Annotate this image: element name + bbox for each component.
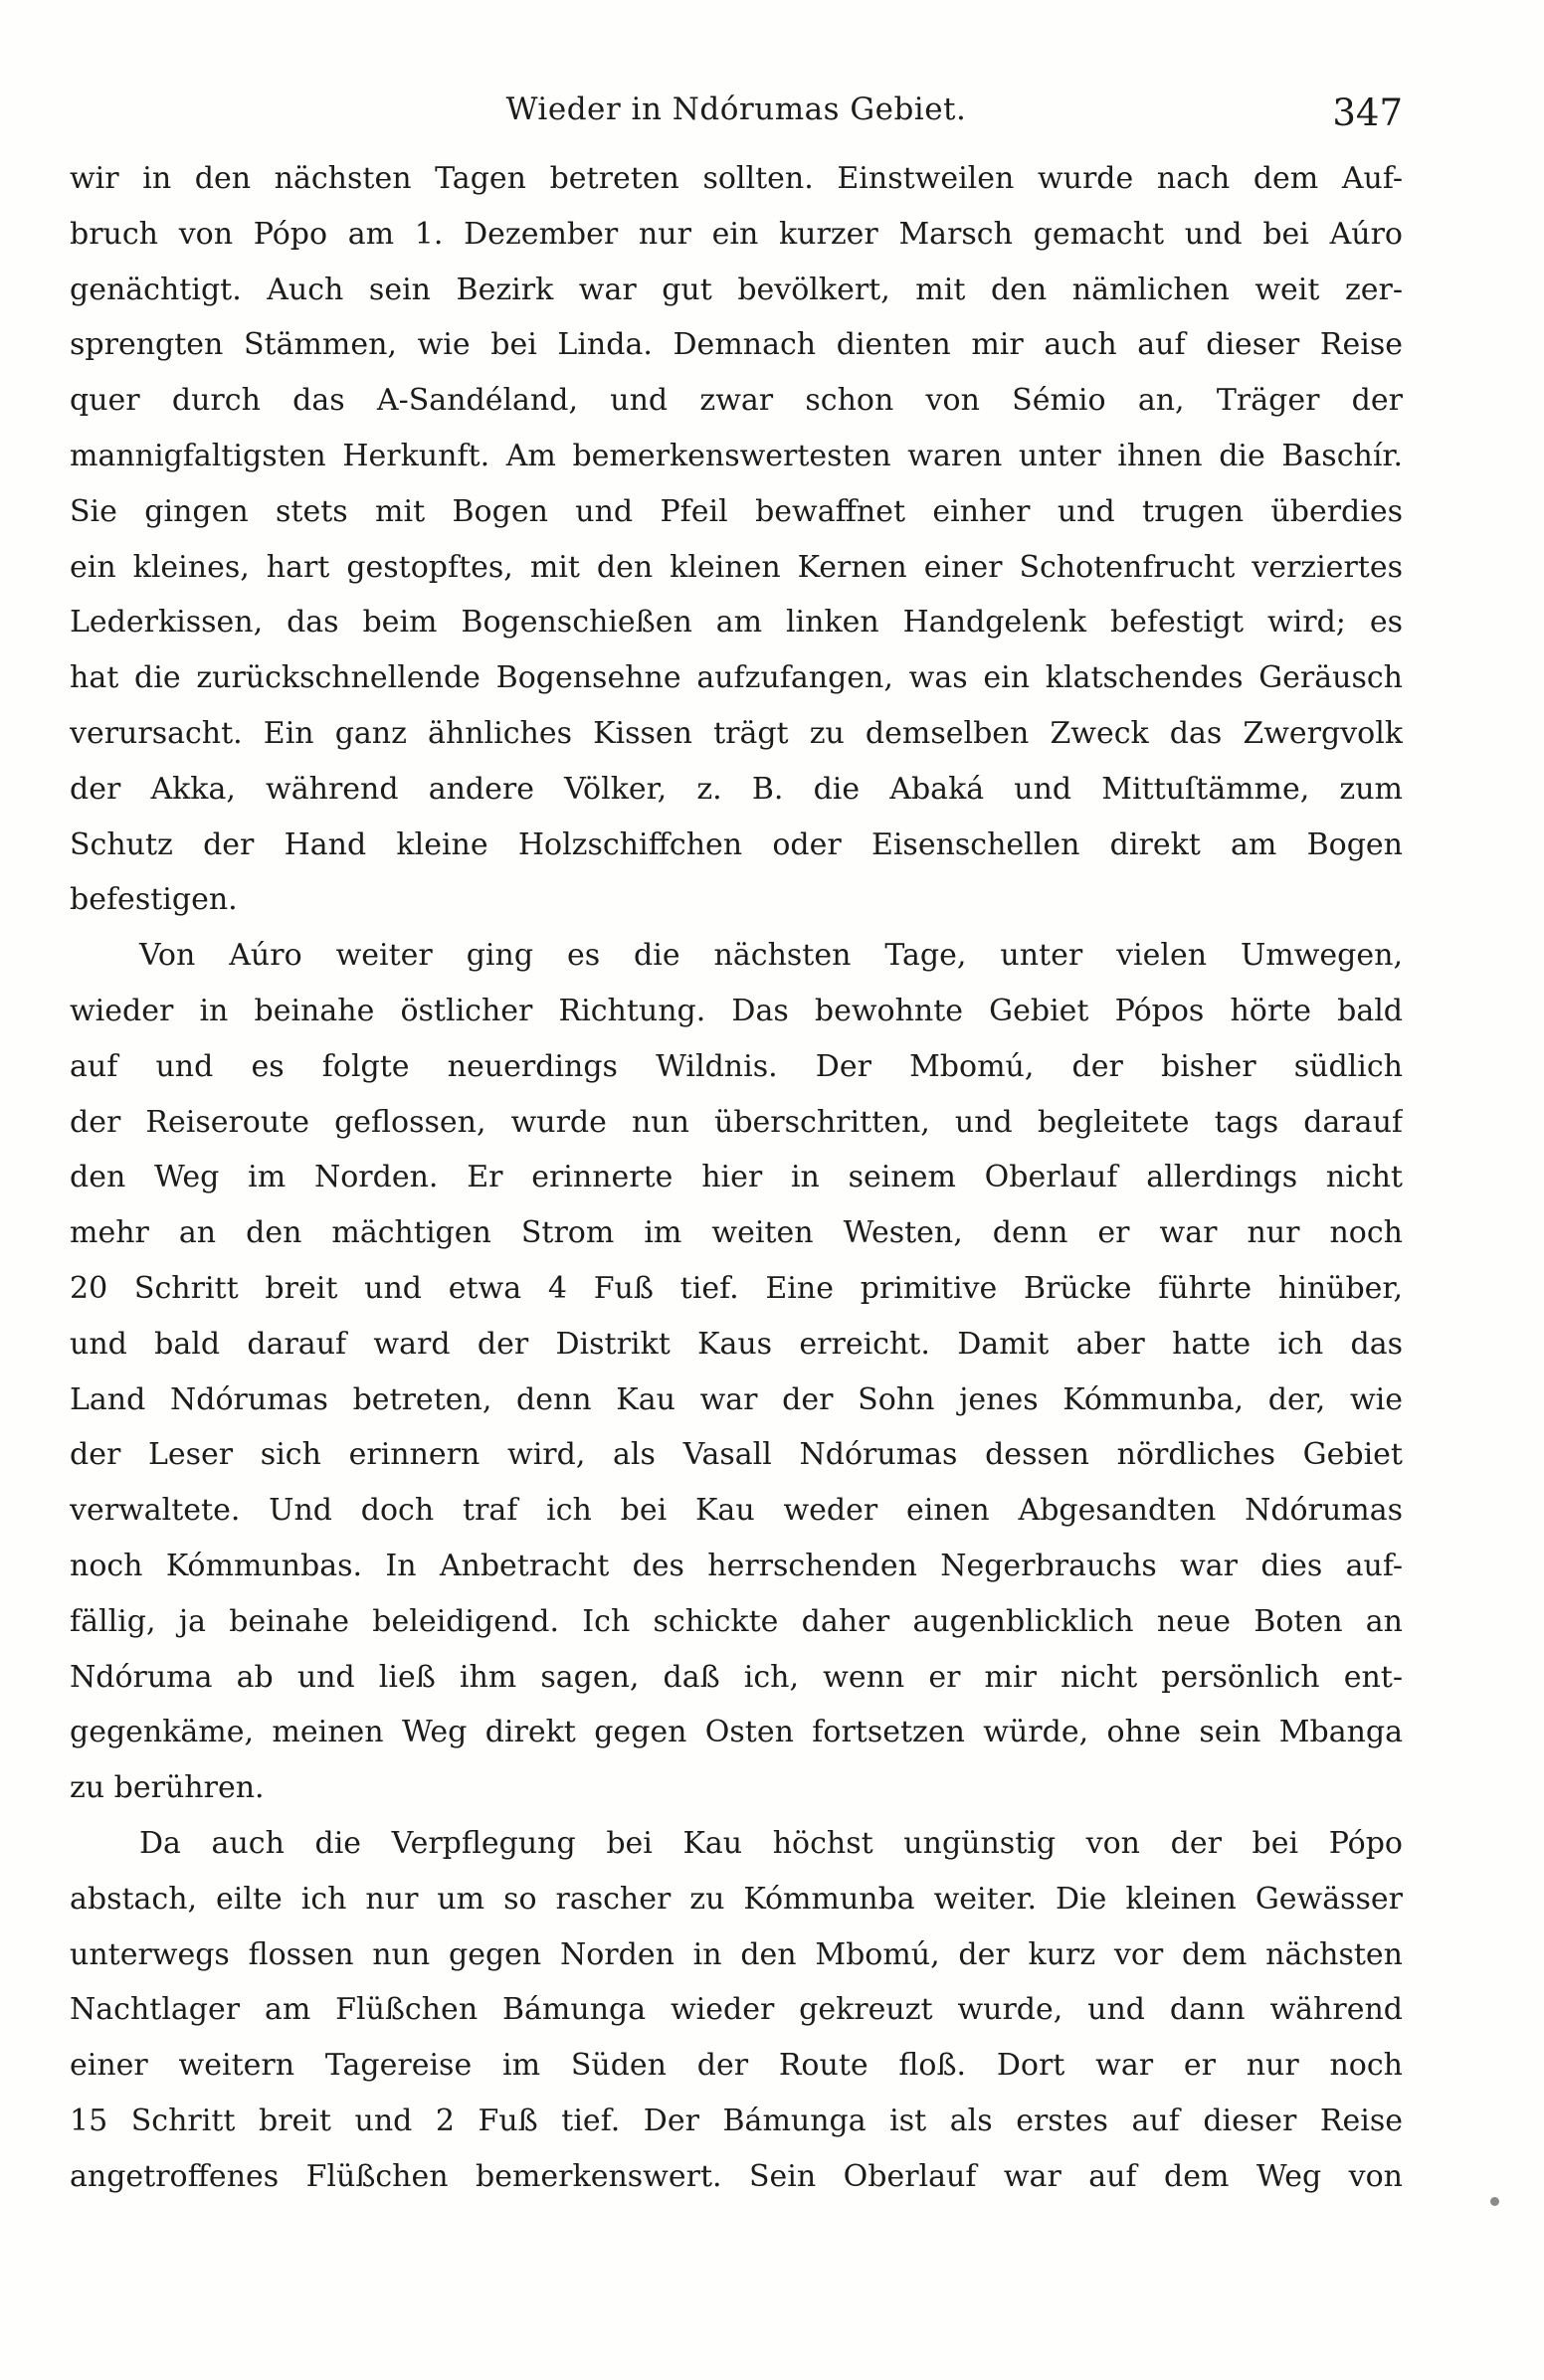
text-line: der Akka, während andere Völker, z. B. die Abaká und Mittuſtämme, zum [70,771,1403,807]
text-line: unterwegs flossen nun gegen Norden in den Mbomú, der kurz vor dem nächsten [70,1936,1403,1972]
text-line: sprengten Stämmen, wie bei Linda. Demnach dienten mir auch auf dieser Reise [70,327,1403,363]
text-line: Ndóruma ab und ließ ihm sagen, daß ich, wenn er mir nicht persönlich ent- [70,1659,1403,1695]
text-line: Schutz der Hand kleine Holzschiffchen oder Eisenschellen direkt am Bogen [70,826,1403,862]
text-line: 15 Schritt breit und 2 Fuß tief. Der Bámunga ist als erstes auf dieser Reise [70,2103,1403,2138]
text-line: verwaltete. Und doch traf ich bei Kau weder einen Abgesandten Ndórumas [70,1493,1403,1529]
text-line: auf und es folgte neuerdings Wildnis. Der Mbomú, der bisher südlich [70,1048,1403,1084]
text-line: abstach, eilte ich nur um so rascher zu Kómmunba weiter. Die kleinen Gewässer [70,1881,1403,1917]
text-line: wieder in beinahe östlicher Richtung. Das bewohnte Gebiet Pópos hörte bald [70,993,1403,1028]
text-line: Von Aúro weiter ging es die nächsten Tage, unter vielen Umwegen, [139,938,1403,974]
paragraph [70,928,1403,1816]
paragraph [70,1816,1403,2205]
margin-dot [1490,2197,1499,2206]
text-line: den Weg im Norden. Er erinnerte hier in seinem Oberlauf allerdings nicht [70,1160,1403,1195]
running-title: Wieder in Ndórumas Gebiet. [505,92,967,127]
page-number: 347 [1332,92,1403,134]
text-line: befestigen. [70,882,238,918]
text-line: fällig, ja beinahe beleidigend. Ich schickte daher augenblicklich neue Boten an [70,1603,1403,1639]
text-line: ein kleines, hart gestopftes, mit den kleinen Kernen einer Schotenfrucht verziertes [70,549,1403,585]
text-line: hat die zurückschnellende Bogensehne aufzufangen, was ein klatschendes Geräusch [70,660,1403,696]
text-line: mehr an den mächtigen Strom im weiten Westen, denn er war nur noch [70,1215,1403,1251]
text-line: genächtigt. Auch sein Bezirk war gut bevölkert, mit den nämlichen weit zer- [70,272,1403,307]
text-line: der Leser sich erinnern wird, als Vasall Ndórumas dessen nördliches Gebiet [70,1437,1403,1473]
text-line: Nachtlager am Flüßchen Bámunga wieder gekreuzt wurde, und dann während [70,1992,1403,2028]
text-line: 20 Schritt breit und etwa 4 Fuß tief. Eine primitive Brücke führte hinüber, [70,1270,1403,1306]
text-line: Lederkissen, das beim Bogenschießen am linken Handgelenk befestigt wird; es [70,605,1403,641]
text-line: Land Ndórumas betreten, denn Kau war der Sohn jenes Kómmunba, der, wie [70,1381,1403,1417]
text-line: verursacht. Ein ganz ähnliches Kissen trägt zu demselben Zweck das Zwergvolk [70,715,1403,751]
text-line: bruch von Pópo am 1. Dezember nur ein kurzer Marsch gemacht und bei Aúro [70,216,1403,252]
text-line: mannigfaltigsten Herkunft. Am bemerkenswertesten waren unter ihnen die Baschír. [70,438,1403,473]
text-line: Da auch die Verpflegung bei Kau höchst ungünstig von der bei Pópo [139,1825,1403,1861]
text-line: angetroffenes Flüßchen bemerkenswert. Sein Oberlauf war auf dem Weg von [70,2158,1403,2194]
text-line: und bald darauf ward der Distrikt Kaus erreicht. Damit aber hatte ich das [70,1326,1403,1362]
text-line: wir in den nächsten Tagen betreten sollten. Einstweilen wurde nach dem Auf- [70,161,1403,196]
text-line: gegenkäme, meinen Weg direkt gegen Osten fortsetzen würde, ohne sein Mbanga [70,1715,1403,1750]
paragraph [70,151,1403,928]
body-text [70,151,1403,2204]
running-head [70,92,1403,141]
text-line: zu berühren. [70,1770,265,1806]
text-line: noch Kómmunbas. In Anbetracht des herrschenden Negerbrauchs war dies auf- [70,1548,1403,1583]
text-line: einer weitern Tagereise im Süden der Route floß. Dort war er nur noch [70,2048,1403,2084]
text-line: der Reiseroute geflossen, wurde nun überschritten, und begleitete tags darauf [70,1104,1403,1140]
text-line: quer durch das A-Sandéland, und zwar schon von Sémio an, Träger der [70,383,1403,419]
text-line: Sie gingen stets mit Bogen und Pfeil bewaffnet einher und trugen überdies [70,493,1403,529]
